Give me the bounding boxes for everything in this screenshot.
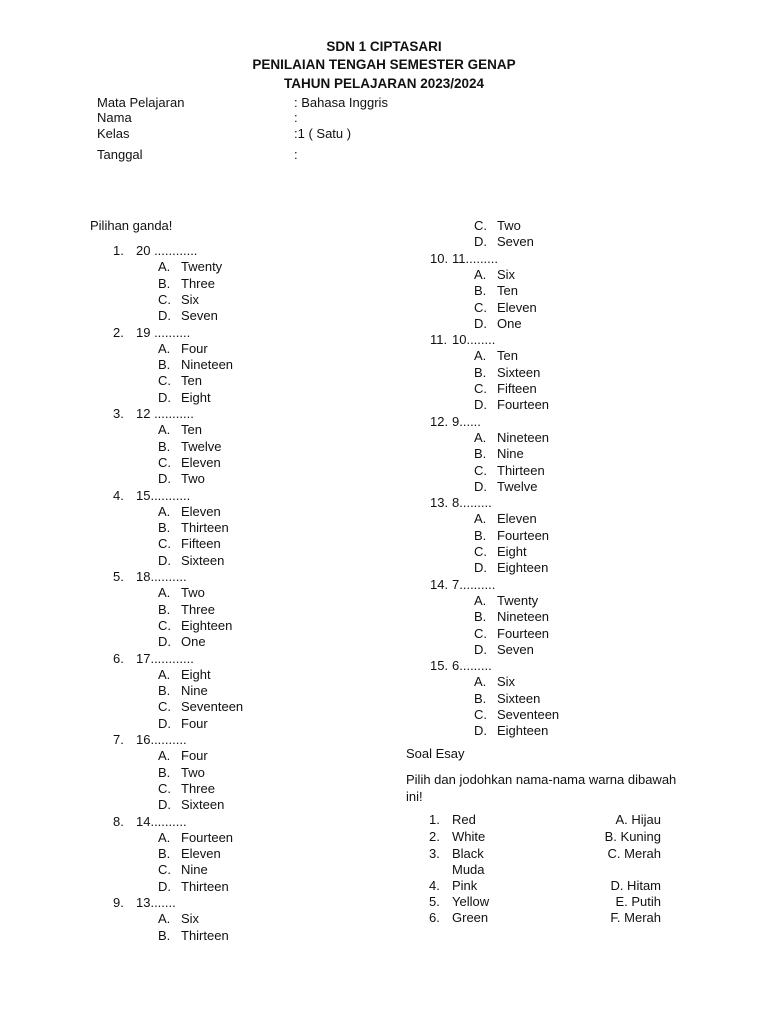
option-text: One — [181, 634, 206, 650]
question-number: 1. — [113, 243, 124, 258]
option-text: Twenty — [497, 592, 539, 608]
option-letter: A. — [158, 340, 171, 356]
option-text: Two — [181, 585, 205, 601]
option-letter: C. — [474, 218, 487, 233]
question-number: 2. — [113, 324, 124, 340]
question-text: 15........... — [136, 487, 191, 503]
option-text: Seven — [181, 308, 218, 324]
question-text: 10........ — [452, 332, 496, 348]
option-text: Two — [181, 764, 205, 780]
matching-color-english-continued: Muda — [452, 862, 485, 877]
option-text: Eight — [497, 544, 527, 559]
option-text: Twelve — [181, 438, 222, 454]
option-text: Nine — [181, 862, 208, 878]
option-text: Eleven — [181, 503, 221, 519]
question-text: 18.......... — [136, 569, 187, 584]
matching-color-english: Green — [452, 910, 489, 925]
school-name: SDN 1 CIPTASARI — [326, 39, 442, 54]
option-letter: D. — [474, 315, 487, 331]
option-text: Nineteen — [497, 429, 550, 445]
option-text: Thirteen — [181, 878, 229, 894]
option-letter: B. — [474, 690, 487, 706]
option-letter: B. — [474, 446, 487, 462]
option-text: Nineteen — [497, 609, 550, 625]
option-letter: C. — [158, 373, 171, 389]
option-letter: A. — [474, 429, 487, 445]
option-letter: D. — [474, 641, 487, 657]
class-label: Kelas — [97, 126, 130, 141]
option-letter: B. — [158, 846, 171, 862]
option-letter: D. — [158, 797, 171, 813]
question-text: 12 ........... — [136, 406, 194, 421]
option-text: Sixteen — [181, 797, 225, 813]
option-letter: D. — [474, 478, 487, 494]
question-number: 6. — [113, 650, 124, 666]
option-letter: D. — [158, 878, 171, 894]
option-letter: D. — [158, 471, 171, 487]
option-text: Fourteen — [497, 527, 550, 543]
option-letter: C. — [158, 291, 171, 307]
option-text: Ten — [181, 422, 202, 438]
option-text: Eighteen — [181, 617, 233, 633]
option-text: Four — [181, 340, 208, 356]
option-letter: A. — [158, 666, 171, 682]
option-text: Fifteen — [497, 381, 537, 396]
option-letter: C. — [158, 536, 171, 552]
option-text: Eleven — [497, 299, 537, 315]
option-letter: A. — [474, 266, 487, 282]
school-year: TAHUN PELAJARAN 2023/2024 — [283, 76, 485, 91]
option-letter: A. — [474, 348, 487, 364]
option-text: Nine — [181, 683, 208, 699]
option-letter: C. — [158, 862, 171, 878]
option-letter: C. — [158, 454, 171, 470]
option-text: One — [497, 315, 522, 331]
question-number: 3. — [113, 406, 124, 421]
option-text: Three — [181, 275, 215, 291]
question-number: 10. — [430, 250, 449, 266]
option-text: Sixteen — [497, 690, 541, 706]
option-letter: A. — [474, 511, 487, 527]
option-letter: A. — [158, 503, 171, 519]
class-value: :1 ( Satu ) — [294, 126, 352, 141]
option-text: Seventeen — [181, 699, 244, 715]
option-letter: A. — [158, 422, 171, 438]
option-letter: C. — [474, 381, 487, 396]
date-value: : — [294, 147, 298, 162]
option-text: Two — [497, 218, 521, 233]
option-text: Ten — [181, 373, 202, 389]
option-text: Sixteen — [497, 364, 541, 380]
option-letter: D. — [474, 560, 487, 576]
option-text: Sixteen — [181, 552, 225, 568]
option-text: Eleven — [497, 511, 537, 527]
question-number: 7. — [113, 732, 124, 747]
option-text: Twelve — [497, 478, 538, 494]
matching-color-english: Yellow — [452, 894, 490, 909]
matching-color-indonesian: B. Kuning — [604, 829, 661, 844]
question-number: 14. — [430, 576, 449, 592]
subject-label: Mata Pelajaran — [97, 95, 185, 110]
option-letter: B. — [158, 683, 171, 699]
option-letter: D. — [158, 715, 171, 731]
option-text: Eighteen — [497, 723, 549, 739]
essay-instruction: Pilih dan jodohkan nama-nama warna dibawah ini! — [406, 772, 677, 804]
option-text: Seven — [497, 234, 534, 250]
matching-color-indonesian: D. Hitam — [610, 878, 661, 893]
option-text: Fifteen — [181, 536, 221, 552]
option-text: Thirteen — [497, 462, 545, 478]
question-text: 13....... — [136, 895, 176, 910]
option-text: Eleven — [181, 846, 221, 862]
question-text: 9...... — [452, 413, 481, 429]
option-text: Thirteen — [181, 520, 229, 536]
option-letter: B. — [474, 609, 487, 625]
option-letter: B. — [158, 764, 171, 780]
question-number: 15. — [430, 658, 449, 674]
option-letter: C. — [158, 780, 171, 796]
multiple-choice-heading: Pilihan ganda! — [90, 218, 173, 233]
option-letter: B. — [158, 927, 171, 943]
option-letter: A. — [158, 585, 171, 601]
matching-number: 2. — [429, 829, 440, 844]
matching-number: 3. — [429, 846, 440, 861]
option-letter: A. — [474, 674, 487, 690]
option-text: Ten — [497, 348, 518, 364]
option-letter: C. — [158, 617, 171, 633]
question-text: 6......... — [452, 658, 492, 674]
option-text: Eight — [181, 666, 211, 682]
option-letter: D. — [474, 723, 487, 739]
option-letter: B. — [158, 520, 171, 536]
option-text: Thirteen — [181, 927, 229, 943]
question-number: 8. — [113, 813, 124, 829]
option-letter: A. — [474, 592, 487, 608]
option-text: Nine — [497, 446, 524, 462]
question-text: 19 .......... — [136, 324, 191, 340]
essay-heading: Soal Esay — [406, 746, 465, 761]
question-number: 9. — [113, 895, 124, 910]
option-letter: C. — [474, 544, 487, 559]
matching-color-indonesian: C. Merah — [607, 846, 661, 861]
matching-number: 5. — [429, 894, 440, 909]
matching-color-english: White — [452, 829, 486, 844]
name-label: Nama — [97, 110, 132, 125]
option-letter: C. — [474, 707, 487, 722]
option-letter: B. — [474, 283, 487, 299]
question-number: 13. — [430, 495, 449, 511]
question-text: 16.......... — [136, 732, 187, 747]
matching-number: 1. — [429, 812, 440, 827]
option-text: Ten — [497, 283, 518, 299]
matching-number: 4. — [429, 878, 440, 893]
option-letter: A. — [158, 259, 171, 275]
option-text: Eight — [181, 389, 211, 405]
option-text: Three — [181, 780, 215, 796]
matching-color-indonesian: A. Hijau — [615, 812, 661, 827]
question-text: 17............ — [136, 650, 194, 666]
option-text: Six — [497, 266, 516, 282]
option-letter: B. — [474, 364, 487, 380]
option-text: Six — [181, 291, 200, 307]
option-text: Four — [181, 748, 208, 764]
name-value: : — [294, 110, 298, 125]
question-number: 12. — [430, 413, 449, 429]
option-letter: C. — [158, 699, 171, 715]
question-text: 20 ............ — [136, 243, 198, 258]
option-letter: B. — [158, 275, 171, 291]
option-text: Six — [497, 674, 516, 690]
question-text: 7.......... — [452, 576, 496, 592]
option-letter: D. — [474, 397, 487, 413]
option-text: Eleven — [181, 454, 221, 470]
option-letter: C. — [474, 625, 487, 641]
option-letter: D. — [158, 552, 171, 568]
option-letter: B. — [158, 601, 171, 617]
option-letter: C. — [474, 462, 487, 478]
option-letter: B. — [474, 527, 487, 543]
matching-color-english: Pink — [452, 878, 478, 893]
question-number: 11. — [430, 332, 448, 348]
option-text: Seventeen — [497, 707, 560, 722]
matching-color-indonesian: F. Merah — [610, 910, 661, 925]
option-letter: D. — [158, 308, 171, 324]
option-text: Fourteen — [497, 397, 550, 413]
option-letter: A. — [158, 829, 171, 845]
matching-color-english: Red — [452, 812, 476, 827]
option-letter: A. — [158, 911, 171, 927]
question-text: 14.......... — [136, 813, 187, 829]
matching-color-indonesian: E. Putih — [615, 894, 661, 909]
option-text: Two — [181, 471, 205, 487]
matching-number: 6. — [429, 910, 440, 925]
option-text: Twenty — [181, 259, 223, 275]
option-letter: B. — [158, 357, 171, 373]
option-letter: D. — [158, 634, 171, 650]
option-text: Fourteen — [497, 625, 550, 641]
option-text: Seven — [497, 641, 534, 657]
question-text: 8......... — [452, 495, 492, 511]
subject-value: : Bahasa Inggris — [294, 95, 388, 110]
matching-color-english: Black — [452, 846, 484, 861]
option-letter: C. — [474, 299, 487, 315]
option-text: Nineteen — [181, 357, 234, 373]
question-number: 5. — [113, 569, 124, 584]
option-letter: B. — [158, 438, 171, 454]
exam-title: PENILAIAN TENGAH SEMESTER GENAP — [252, 57, 516, 72]
option-letter: D. — [158, 389, 171, 405]
option-text: Three — [181, 601, 215, 617]
option-text: Fourteen — [181, 829, 234, 845]
option-text: Eighteen — [497, 560, 549, 576]
question-text: 11......... — [452, 250, 499, 266]
option-text: Six — [181, 911, 200, 927]
date-label: Tanggal — [97, 147, 143, 162]
option-letter: A. — [158, 748, 171, 764]
option-text: Four — [181, 715, 208, 731]
question-number: 4. — [113, 487, 124, 503]
option-letter: D. — [474, 234, 487, 250]
